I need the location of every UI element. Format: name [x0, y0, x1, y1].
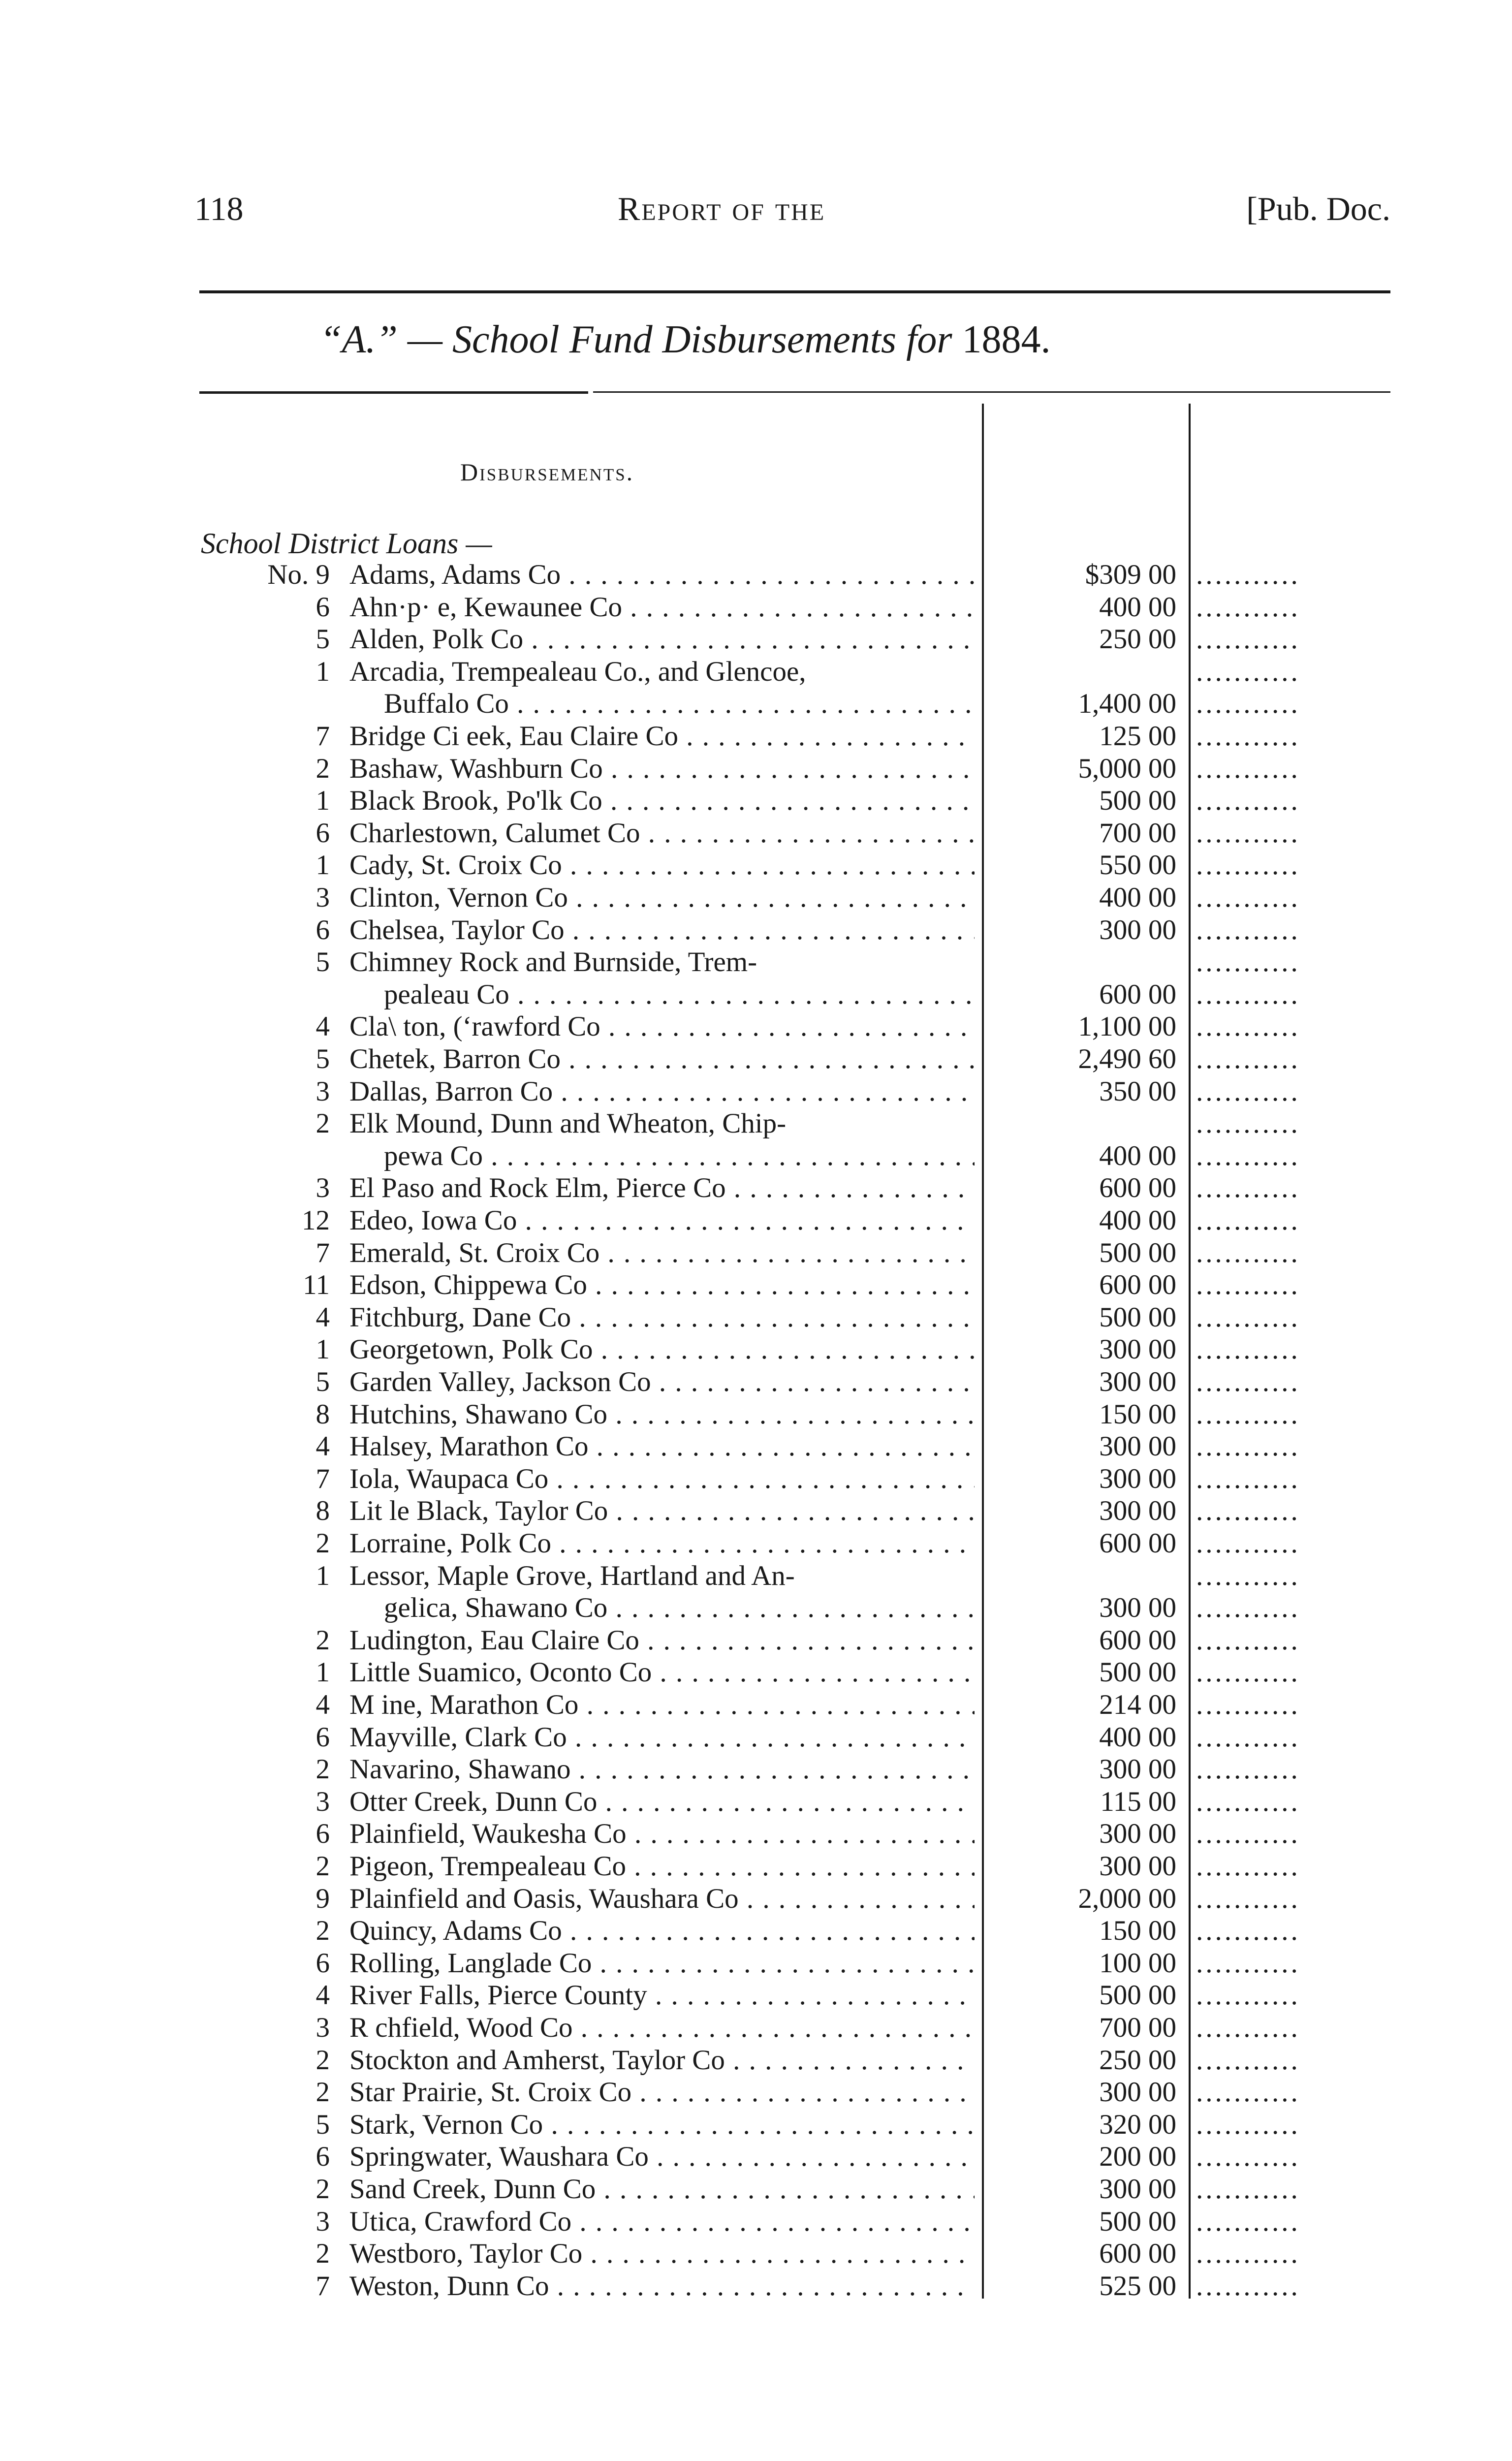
district-name: Sand Creek, Dunn Co . . . — [349, 2173, 975, 2205]
loan-amount: 150 00 — [1099, 1398, 1176, 1430]
dot-leader: ........... — [1196, 624, 1300, 655]
district-number: 8 — [315, 1495, 330, 1527]
district-name: Clinton, Vernon Co . . . — [349, 882, 975, 914]
district-name-continued: pewa Co . . . — [384, 1140, 975, 1172]
loan-amount: 300 00 — [1099, 1431, 1176, 1462]
district-name: Edeo, Iowa Co . . . — [349, 1204, 975, 1236]
district-number: 5 — [315, 2109, 330, 2140]
district-number: 1 — [315, 785, 330, 817]
dot-leader: ........... — [1196, 1786, 1300, 1817]
loan-amount: 500 00 — [1099, 1980, 1176, 2011]
district-name: Navarino, Shawano . . . — [349, 1753, 975, 1785]
loan-amount: 300 00 — [1099, 1334, 1176, 1365]
loan-amount: 1,100 00 — [1078, 1011, 1176, 1042]
dot-leader: ........... — [1196, 1108, 1300, 1139]
district-number: 3 — [315, 882, 330, 913]
dot-leader: ........... — [1196, 591, 1300, 623]
district-name: Chimney Rock and Burnside, Trem- — [349, 947, 757, 978]
district-name: Lit le Black, Taylor Co . . . — [349, 1495, 975, 1527]
district-number: 6 — [315, 1721, 330, 1753]
district-number: 6 — [315, 817, 330, 849]
district-name: Cady, St. Croix Co . . . — [349, 849, 975, 881]
loan-amount: 300 00 — [1099, 1495, 1176, 1527]
district-number: 11 — [303, 1269, 330, 1301]
dot-leader: ........... — [1196, 1398, 1300, 1430]
district-name: Lessor, Maple Grove, Hartland and An- — [349, 1560, 795, 1591]
district-number: 3 — [315, 2012, 330, 2043]
district-name: Elk Mound, Dunn and Wheaton, Chip- — [349, 1108, 787, 1139]
district-name: Halsey, Marathon Co . . . — [349, 1430, 975, 1462]
loan-amount: 700 00 — [1099, 2012, 1176, 2043]
loan-amount: 600 00 — [1099, 2238, 1176, 2270]
loan-amount: 400 00 — [1099, 1721, 1176, 1753]
district-number: 5 — [315, 624, 330, 655]
dot-leader: ........... — [1196, 1624, 1300, 1656]
district-name: Arcadia, Trempealeau Co., and Glencoe, — [349, 656, 806, 687]
district-number: 2 — [315, 2044, 330, 2076]
loan-amount: 300 00 — [1099, 1463, 1176, 1494]
dot-leader: ........... — [1196, 1043, 1300, 1074]
dot-leader: ........... — [1196, 2109, 1300, 2140]
district-name: Quincy, Adams Co . . . — [349, 1915, 975, 1947]
running-title: Report of the — [618, 190, 826, 227]
district-name: Ahn·p· e, Kewaunee Co . . . — [349, 591, 975, 623]
title-rule-right — [593, 391, 1390, 393]
dot-leader: ........... — [1196, 850, 1300, 881]
dot-leader: ........... — [1196, 1495, 1300, 1527]
table-title — [320, 317, 1255, 362]
loan-amount: 300 00 — [1099, 1851, 1176, 1882]
loan-amount: 525 00 — [1099, 2270, 1176, 2302]
document-label: [Pub. Doc. — [1246, 190, 1390, 227]
dot-leader: ........... — [1196, 1883, 1300, 1914]
loan-amount: 300 00 — [1099, 1818, 1176, 1850]
district-name: Pigeon, Trempealeau Co . . . — [349, 1850, 975, 1882]
district-name: R chfield, Wood Co . . . — [349, 2012, 975, 2044]
district-name: Plainfield and Oasis, Waushara Co . . . — [349, 1883, 975, 1915]
district-name: Weston, Dunn Co . . . — [349, 2270, 975, 2302]
dot-leader: ........... — [1196, 1334, 1300, 1365]
district-number: 3 — [315, 1075, 330, 1107]
loan-amount: 100 00 — [1099, 1947, 1176, 1979]
district-number: 7 — [315, 721, 330, 752]
dot-leader: ........... — [1196, 559, 1300, 590]
dot-leader: ........... — [1196, 1915, 1300, 1947]
loan-amount: 600 00 — [1099, 1269, 1176, 1301]
dot-leader: ........... — [1196, 1431, 1300, 1462]
district-name: El Paso and Rock Elm, Pierce Co . . . — [349, 1172, 975, 1204]
dot-leader: ........... — [1196, 2012, 1300, 2043]
loan-amount: 500 00 — [1099, 1657, 1176, 1688]
dot-leader: ........... — [1196, 656, 1300, 687]
dot-leader: ........... — [1196, 1463, 1300, 1494]
dot-leader: ........... — [1196, 1754, 1300, 1785]
dot-leader: ........... — [1196, 1011, 1300, 1042]
district-name: Little Suamico, Oconto Co . . . — [349, 1656, 975, 1688]
district-name: Dallas, Barron Co . . . — [349, 1075, 975, 1107]
dot-leader: ........... — [1196, 947, 1300, 978]
district-name: Lorraine, Polk Co . . . — [349, 1527, 975, 1559]
district-name: Iola, Waupaca Co . . . — [349, 1463, 975, 1495]
loan-amount: 300 00 — [1099, 2174, 1176, 2205]
district-name: Cla\ ton, (‘rawford Co . . . — [349, 1010, 975, 1042]
district-number: 12 — [302, 1205, 330, 1236]
loan-amount: 400 00 — [1099, 1205, 1176, 1236]
district-number: 6 — [315, 1947, 330, 1979]
loan-amount: 500 00 — [1099, 1237, 1176, 1268]
district-name: Bridge Ci eek, Eau Claire Co . . . — [349, 720, 975, 752]
dot-leader: ........... — [1196, 2270, 1300, 2302]
dot-leader: ........... — [1196, 1528, 1300, 1559]
district-number: 3 — [315, 1786, 330, 1817]
district-number: No. 9 — [267, 559, 330, 590]
district-number: 2 — [315, 1624, 330, 1656]
column-divider-2 — [1189, 404, 1191, 2299]
dot-leader: ........... — [1196, 2238, 1300, 2270]
district-name: Chelsea, Taylor Co . . . — [349, 914, 975, 946]
district-number: 1 — [315, 1560, 330, 1591]
district-name: Utica, Crawford Co . . . — [349, 2206, 975, 2238]
district-number: 4 — [315, 1980, 330, 2011]
district-number: 4 — [315, 1301, 330, 1333]
district-name: Charlestown, Calumet Co . . . — [349, 817, 975, 849]
loan-amount: 5,000 00 — [1078, 753, 1176, 784]
district-number: 4 — [315, 1689, 330, 1720]
district-number: 5 — [315, 947, 330, 978]
district-number: 4 — [315, 1431, 330, 1462]
district-name-continued: Buffalo Co . . . — [384, 688, 975, 720]
loan-amount: 214 00 — [1099, 1689, 1176, 1720]
district-number: 1 — [315, 1657, 330, 1688]
dot-leader: ........... — [1196, 2206, 1300, 2237]
district-number: 2 — [315, 2174, 330, 2205]
loan-amount: 350 00 — [1099, 1075, 1176, 1107]
district-name: M ine, Marathon Co . . . — [349, 1689, 975, 1721]
loan-amount: 300 00 — [1099, 2077, 1176, 2108]
loan-amount: 320 00 — [1099, 2109, 1176, 2140]
title-rule-left — [199, 391, 588, 394]
dot-leader: ........... — [1196, 914, 1300, 946]
loan-amount: 250 00 — [1099, 2044, 1176, 2076]
dot-leader: ........... — [1196, 817, 1300, 849]
district-number: 4 — [315, 1011, 330, 1042]
district-name-continued: pealeau Co . . . — [384, 978, 975, 1010]
loan-amount: 300 00 — [1099, 1592, 1176, 1624]
header-rule — [199, 290, 1390, 293]
district-number: 7 — [315, 1463, 330, 1494]
district-number: 2 — [315, 1754, 330, 1785]
district-name: Georgetown, Polk Co . . . — [349, 1333, 975, 1365]
dot-leader: ........... — [1196, 1980, 1300, 2011]
district-name: Plainfield, Waukesha Co . . . — [349, 1818, 975, 1850]
district-name: Fitchburg, Dane Co . . . — [349, 1301, 975, 1333]
dot-leader: ........... — [1196, 1947, 1300, 1979]
page-header — [194, 189, 1390, 244]
section-heading: Disbursements. — [460, 458, 634, 486]
loan-amount: 115 00 — [1100, 1786, 1176, 1817]
loan-amount: 500 00 — [1099, 2206, 1176, 2237]
dot-leader: ........... — [1196, 1560, 1300, 1591]
district-number: 9 — [315, 1883, 330, 1914]
loan-amount: 400 00 — [1099, 1140, 1176, 1171]
dot-leader: ........... — [1196, 978, 1300, 1010]
district-number: 6 — [315, 591, 330, 623]
dot-leader: ........... — [1196, 1172, 1300, 1204]
district-number: 2 — [315, 753, 330, 784]
district-name: Mayville, Clark Co . . . — [349, 1721, 975, 1753]
district-number: 7 — [315, 1237, 330, 1268]
dot-leader: ........... — [1196, 1592, 1300, 1624]
dot-leader: ........... — [1196, 2174, 1300, 2205]
loan-amount: 300 00 — [1099, 1366, 1176, 1397]
dot-leader: ........... — [1196, 1366, 1300, 1397]
loan-amount: 300 00 — [1099, 1754, 1176, 1785]
district-number: 6 — [315, 1818, 330, 1850]
district-name: Chetek, Barron Co . . . — [349, 1043, 975, 1075]
district-number: 2 — [315, 1915, 330, 1947]
district-name: Garden Valley, Jackson Co . . . — [349, 1366, 975, 1398]
loan-amount: 400 00 — [1099, 882, 1176, 913]
loan-amount: 550 00 — [1099, 850, 1176, 881]
district-number: 2 — [315, 1108, 330, 1139]
district-name-continued: gelica, Shawano Co . . . — [384, 1592, 975, 1624]
page-number: 118 — [194, 190, 244, 227]
district-name: Hutchins, Shawano Co . . . — [349, 1398, 975, 1430]
dot-leader: ........... — [1196, 1689, 1300, 1720]
district-name: Stark, Vernon Co . . . — [349, 2109, 975, 2141]
district-name: Alden, Polk Co . . . — [349, 623, 975, 655]
subheading: School District Loans — — [201, 527, 492, 560]
district-name: Black Brook, Po'lk Co . . . — [349, 785, 975, 817]
district-name: Bashaw, Washburn Co . . . — [349, 753, 975, 785]
dot-leader: ........... — [1196, 1721, 1300, 1753]
dot-leader: ........... — [1196, 1140, 1300, 1171]
dot-leader: ........... — [1196, 785, 1300, 817]
district-number: 5 — [315, 1043, 330, 1074]
district-number: 6 — [315, 2141, 330, 2173]
loan-amount: 1,400 00 — [1078, 688, 1176, 720]
district-name: Otter Creek, Dunn Co . . . — [349, 1786, 975, 1818]
district-name: Stockton and Amherst, Taylor Co . . . — [349, 2044, 975, 2076]
district-number: 3 — [315, 2206, 330, 2237]
district-name: Springwater, Waushara Co . . . — [349, 2141, 975, 2173]
loan-amount: 2,000 00 — [1078, 1883, 1176, 1914]
district-name: Ludington, Eau Claire Co . . . — [349, 1624, 975, 1656]
title-main: School Fund Disbursements for — [452, 318, 952, 361]
dot-leader: ........... — [1196, 1269, 1300, 1301]
loan-amount: 600 00 — [1099, 978, 1176, 1010]
district-name: Emerald, St. Croix Co . . . — [349, 1237, 975, 1269]
dot-leader: ........... — [1196, 882, 1300, 913]
dot-leader: ........... — [1196, 721, 1300, 752]
dot-leader: ........... — [1196, 1657, 1300, 1688]
loan-amount: 500 00 — [1099, 785, 1176, 817]
district-number: 1 — [315, 1334, 330, 1365]
loan-amount: 500 00 — [1099, 1301, 1176, 1333]
district-number: 8 — [315, 1398, 330, 1430]
district-name: Adams, Adams Co . . . — [349, 559, 975, 591]
dot-leader: ........... — [1196, 2044, 1300, 2076]
district-name: Edson, Chippewa Co . . . — [349, 1269, 975, 1301]
district-number: 1 — [315, 656, 330, 687]
loan-amount: 250 00 — [1099, 624, 1176, 655]
loan-amount: $309 00 — [1085, 559, 1176, 590]
loan-amount: 200 00 — [1099, 2141, 1176, 2173]
dot-leader: ........... — [1196, 2141, 1300, 2173]
district-name: Westboro, Taylor Co . . . — [349, 2238, 975, 2270]
dot-leader: ........... — [1196, 2077, 1300, 2108]
dot-leader: ........... — [1196, 1237, 1300, 1268]
title-prefix: “A.” — — [320, 318, 442, 361]
dot-leader: ........... — [1196, 1851, 1300, 1882]
column-divider-1 — [982, 404, 984, 2299]
district-number: 2 — [315, 2077, 330, 2108]
loan-amount: 150 00 — [1099, 1915, 1176, 1947]
dot-leader: ........... — [1196, 1075, 1300, 1107]
district-number: 1 — [315, 850, 330, 881]
loan-amount: 600 00 — [1099, 1172, 1176, 1204]
district-number: 6 — [315, 914, 330, 946]
dot-leader: ........... — [1196, 753, 1300, 784]
district-number: 2 — [315, 2238, 330, 2270]
dot-leader: ........... — [1196, 1818, 1300, 1850]
loan-amount: 125 00 — [1099, 721, 1176, 752]
district-name: River Falls, Pierce County . . . — [349, 1979, 975, 2011]
district-number: 7 — [315, 2270, 330, 2302]
district-name: Star Prairie, St. Croix Co . . . — [349, 2076, 975, 2108]
loan-amount: 600 00 — [1099, 1528, 1176, 1559]
loan-amount: 400 00 — [1099, 591, 1176, 623]
district-number: 2 — [315, 1528, 330, 1559]
loan-amount: 300 00 — [1099, 914, 1176, 946]
loan-amount: 700 00 — [1099, 817, 1176, 849]
district-name: Rolling, Langlade Co . . . — [349, 1947, 975, 1979]
loan-amount: 600 00 — [1099, 1624, 1176, 1656]
title-year: 1884. — [962, 318, 1051, 361]
dot-leader: ........... — [1196, 1205, 1300, 1236]
loan-amount: 2,490 60 — [1078, 1043, 1176, 1074]
dot-leader: ........... — [1196, 1301, 1300, 1333]
district-number: 2 — [315, 1851, 330, 1882]
district-number: 5 — [315, 1366, 330, 1397]
dot-leader: ........... — [1196, 688, 1300, 720]
district-number: 3 — [315, 1172, 330, 1204]
